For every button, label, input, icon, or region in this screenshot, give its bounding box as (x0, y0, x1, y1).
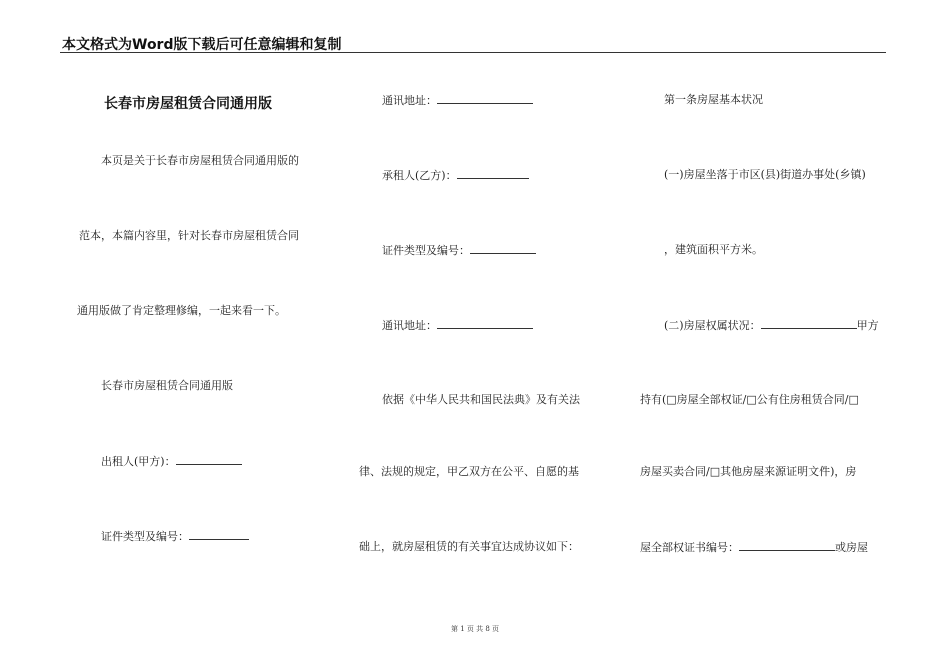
lessor-blank (176, 454, 242, 465)
ownership-party: 甲方 (856, 319, 879, 332)
location-line: (一)房屋坐落于市区(县)街道办事处(乡镇) (664, 168, 866, 181)
lessor-line (101, 454, 242, 469)
certificate-label: 屋全部权证书编号： (640, 541, 739, 554)
document-title: 长春市房屋租赁合同通用版 (104, 96, 272, 112)
lessee-address-label: 通讯地址： (382, 319, 437, 332)
lessor-address-label: 通讯地址： (382, 94, 437, 107)
ownership-blank (761, 318, 857, 329)
intro-line-3: 通用版做了肯定整理修编，一起来看一下。 (77, 304, 286, 317)
area-line: ，建筑面积平方米。 (664, 243, 763, 256)
header-rule (60, 52, 886, 53)
lessee-id-line (382, 243, 536, 258)
lessee-blank (457, 168, 529, 179)
lessee-address-line (382, 318, 533, 333)
lessor-id-label: 证件类型及编号： (101, 530, 189, 543)
lessee-line (382, 168, 529, 183)
ownership-line (664, 318, 879, 333)
lessor-address-line (382, 93, 533, 108)
ownership-label: (二)房屋权属状况： (664, 319, 761, 332)
certificate-blank (739, 540, 835, 551)
lessee-id-blank (470, 243, 536, 254)
basis-line-3: 础上，就房屋租赁的有关事宜达成协议如下： (359, 540, 579, 553)
basis-line-1: 依据《中华人民共和国民法典》及有关法 (382, 393, 580, 406)
document-header: 本文格式为Word版下载后可任意编辑和复制 (62, 37, 342, 53)
contract-docs-line: 房屋买卖合同/□其他房屋来源证明文件)，房 (640, 465, 857, 478)
basis-line-2: 律、法规的规定，甲乙双方在公平、自愿的基 (359, 465, 579, 478)
page-footer: 第 1 页 共 8 页 (450, 625, 500, 633)
holdings-line: 持有(□房屋全部权证/□公有住房租赁合同/□ (640, 393, 859, 406)
lessor-id-blank (189, 529, 249, 540)
intro-line-2: 范本，本篇内容里，针对长春市房屋租赁合同 (79, 229, 299, 242)
lessee-address-blank (437, 318, 533, 329)
certificate-suffix: 或房屋 (835, 541, 868, 554)
lessee-id-label: 证件类型及编号： (382, 244, 470, 257)
contract-subtitle: 长春市房屋租赁合同通用版 (101, 379, 233, 392)
lessor-id-line (101, 529, 249, 544)
intro-line-1: 本页是关于长春市房屋租赁合同通用版的 (101, 154, 299, 167)
lessee-label: 承租人(乙方)： (382, 169, 457, 182)
lessor-address-blank (437, 93, 533, 104)
certificate-line (640, 540, 868, 555)
lessor-label: 出租人(甲方)： (101, 455, 176, 468)
article-1-heading: 第一条房屋基本状况 (664, 93, 763, 106)
